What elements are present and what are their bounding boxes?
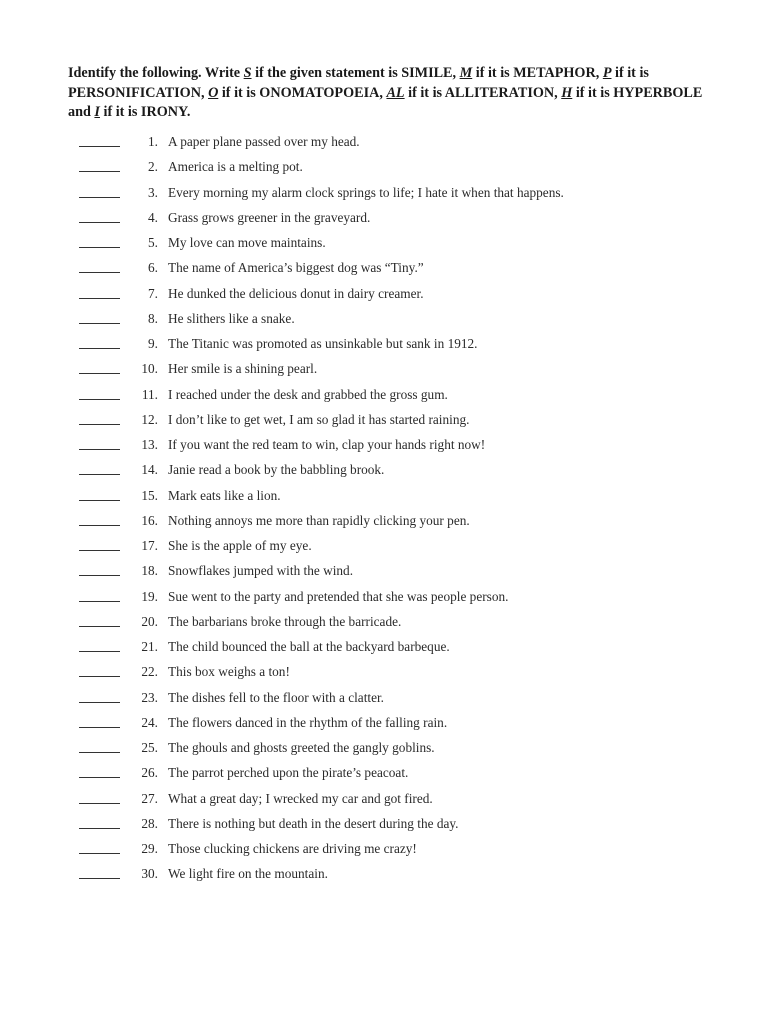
question-number: 8. — [148, 310, 158, 326]
question-item — [79, 209, 719, 234]
question-item — [79, 487, 719, 512]
question-number: 21. — [141, 639, 158, 654]
question-item — [79, 335, 719, 360]
answer-blank[interactable] — [79, 538, 120, 551]
answer-blank[interactable] — [79, 690, 120, 703]
question-item — [79, 537, 719, 562]
answer-blank[interactable] — [79, 664, 120, 677]
instructions-text: if it is ONOMATOPOEIA, — [218, 84, 387, 101]
question-number: 1. — [148, 134, 158, 149]
question-text: The ghouls and ghosts greeted the gangly goblins. — [168, 740, 435, 755]
question-text: Snowflakes jumped with the wind. — [168, 563, 354, 579]
question-item — [79, 764, 719, 789]
question-item — [79, 865, 719, 890]
answer-blank[interactable] — [79, 286, 120, 299]
question-text: The Titanic was promoted as unsinkable but sank in 1912. — [168, 336, 478, 351]
question-text: The dishes fell to the floor with a clatter. — [168, 689, 385, 705]
question-text: We light fire on the mountain. — [168, 866, 328, 882]
answer-blank[interactable] — [79, 462, 120, 475]
instructions-text: if it is IRONY. — [99, 104, 191, 120]
question-item — [79, 234, 719, 259]
question-number: 28. — [141, 815, 158, 831]
question-text: This box weighs a ton! — [168, 664, 290, 680]
question-number: 22. — [141, 664, 158, 680]
answer-blank[interactable] — [79, 765, 120, 778]
question-text: Grass grows greener in the graveyard. — [168, 209, 371, 225]
question-item — [79, 739, 719, 764]
question-number: 3. — [148, 184, 158, 200]
question-number: 2. — [148, 159, 158, 175]
question-text: What a great day; I wrecked my car and got fired. — [168, 790, 433, 806]
answer-blank[interactable] — [79, 791, 120, 804]
question-item — [79, 386, 719, 411]
instructions-text: if the given statement is SIMILE, — [251, 65, 460, 81]
answer-blank[interactable] — [79, 134, 120, 147]
question-item — [79, 790, 719, 815]
question-number: 30. — [141, 866, 158, 882]
question-item — [79, 461, 719, 486]
instructions-text: if it is ALLITERATION, — [404, 84, 562, 101]
code-hyperbole: H — [561, 84, 573, 101]
question-text: Nothing annoys me more than rapidly clicking your pen. — [168, 512, 470, 528]
question-text: He dunked the delicious donut in dairy creamer. — [168, 285, 424, 301]
question-item — [79, 562, 719, 587]
answer-blank[interactable] — [79, 816, 120, 829]
answer-blank[interactable] — [79, 740, 120, 753]
answer-blank[interactable] — [79, 614, 120, 627]
question-item — [79, 840, 719, 865]
instructions-text: Identify the following. Write — [68, 65, 244, 81]
answer-blank[interactable] — [79, 210, 120, 223]
question-number: 18. — [141, 563, 158, 579]
question-number: 10. — [141, 361, 158, 377]
question-text: The barbarians broke through the barricade. — [168, 613, 402, 629]
question-item — [79, 436, 719, 461]
code-alliteration: AL — [386, 84, 405, 101]
question-item — [79, 613, 719, 638]
answer-blank[interactable] — [79, 563, 120, 576]
question-text: Her smile is a shining pearl. — [168, 361, 318, 377]
answer-blank[interactable] — [79, 311, 120, 324]
question-text: The child bounced the ball at the backyard barbeque. — [168, 639, 450, 654]
instructions — [68, 64, 708, 123]
question-text: I reached under the desk and grabbed the gross gum. — [168, 386, 448, 402]
question-number: 9. — [148, 336, 158, 351]
question-number: 15. — [141, 487, 158, 503]
question-text: America is a melting pot. — [168, 159, 303, 175]
answer-blank[interactable] — [79, 513, 120, 526]
question-text: Every morning my alarm clock springs to life; I hate it when that happens. — [168, 184, 564, 200]
question-item — [79, 411, 719, 436]
answer-blank[interactable] — [79, 412, 120, 425]
question-item — [79, 638, 719, 663]
question-item — [79, 285, 719, 310]
question-text: The parrot perched upon the pirate’s peacoat. — [168, 765, 409, 781]
question-number: 16. — [141, 512, 158, 528]
answer-blank[interactable] — [79, 715, 120, 728]
question-text: The name of America’s biggest dog was “Tiny.” — [168, 260, 424, 276]
question-number: 14. — [141, 462, 158, 478]
instructions-text: if it is HYPERBOLE and — [68, 84, 703, 120]
question-number: 4. — [148, 209, 158, 225]
answer-blank[interactable] — [79, 235, 120, 248]
question-item — [79, 360, 719, 385]
question-number: 17. — [141, 538, 158, 553]
answer-blank[interactable] — [79, 336, 120, 349]
question-number: 11. — [141, 386, 158, 402]
answer-blank[interactable] — [79, 159, 120, 172]
question-number: 13. — [141, 437, 158, 452]
question-number: 29. — [141, 841, 158, 856]
answer-blank[interactable] — [79, 185, 120, 198]
code-simile: S — [243, 65, 252, 81]
question-text: Janie read a book by the babbling brook. — [168, 462, 385, 478]
question-item — [79, 689, 719, 714]
question-number: 19. — [141, 588, 158, 604]
code-irony: I — [94, 104, 100, 120]
question-item — [79, 588, 719, 613]
question-number: 26. — [141, 765, 158, 781]
question-item — [79, 714, 719, 739]
answer-blank[interactable] — [79, 639, 120, 652]
answer-blank[interactable] — [79, 437, 120, 450]
answer-blank[interactable] — [79, 866, 120, 879]
code-onomatopoeia: O — [208, 84, 219, 101]
question-text: There is nothing but death in the desert during the day. — [168, 815, 459, 831]
question-number: 27. — [141, 790, 158, 806]
question-item — [79, 259, 719, 284]
code-metaphor: M — [459, 65, 473, 81]
question-text: She is the apple of my eye. — [168, 538, 312, 553]
question-number: 25. — [141, 740, 158, 755]
answer-blank[interactable] — [79, 841, 120, 854]
question-number: 5. — [148, 235, 158, 250]
code-personification: P — [602, 65, 612, 81]
question-text: My love can move maintains. — [168, 235, 326, 250]
question-text: I don’t like to get wet, I am so glad it has started raining. — [168, 411, 470, 427]
instructions-text: if it is METAPHOR, — [472, 65, 603, 81]
answer-blank[interactable] — [79, 361, 120, 374]
question-text: Mark eats like a lion. — [168, 487, 281, 503]
question-item — [79, 133, 719, 158]
question-text: If you want the red team to win, clap your hands right now! — [168, 437, 486, 452]
answer-blank[interactable] — [79, 260, 120, 273]
question-item — [79, 158, 719, 183]
question-number: 20. — [141, 613, 158, 629]
question-text: Those clucking chickens are driving me crazy! — [168, 841, 417, 856]
question-number: 7. — [148, 285, 158, 301]
question-text: Sue went to the party and pretended that she was people person. — [168, 588, 509, 604]
question-number: 6. — [148, 260, 158, 276]
instructions-text: if it is PERSONIFICATION, — [68, 65, 649, 101]
question-number: 12. — [141, 411, 158, 427]
answer-blank[interactable] — [79, 589, 120, 602]
question-number: 24. — [141, 714, 158, 730]
question-text: He slithers like a snake. — [168, 310, 295, 326]
question-item — [79, 815, 719, 840]
answer-blank[interactable] — [79, 488, 120, 501]
answer-blank[interactable] — [79, 387, 120, 400]
question-item — [79, 310, 719, 335]
question-item — [79, 512, 719, 537]
question-number: 23. — [141, 689, 158, 705]
question-list — [79, 133, 719, 891]
question-text: A paper plane passed over my head. — [168, 134, 360, 149]
question-item — [79, 663, 719, 688]
question-text: The flowers danced in the rhythm of the falling rain. — [168, 714, 448, 730]
question-item — [79, 184, 719, 209]
